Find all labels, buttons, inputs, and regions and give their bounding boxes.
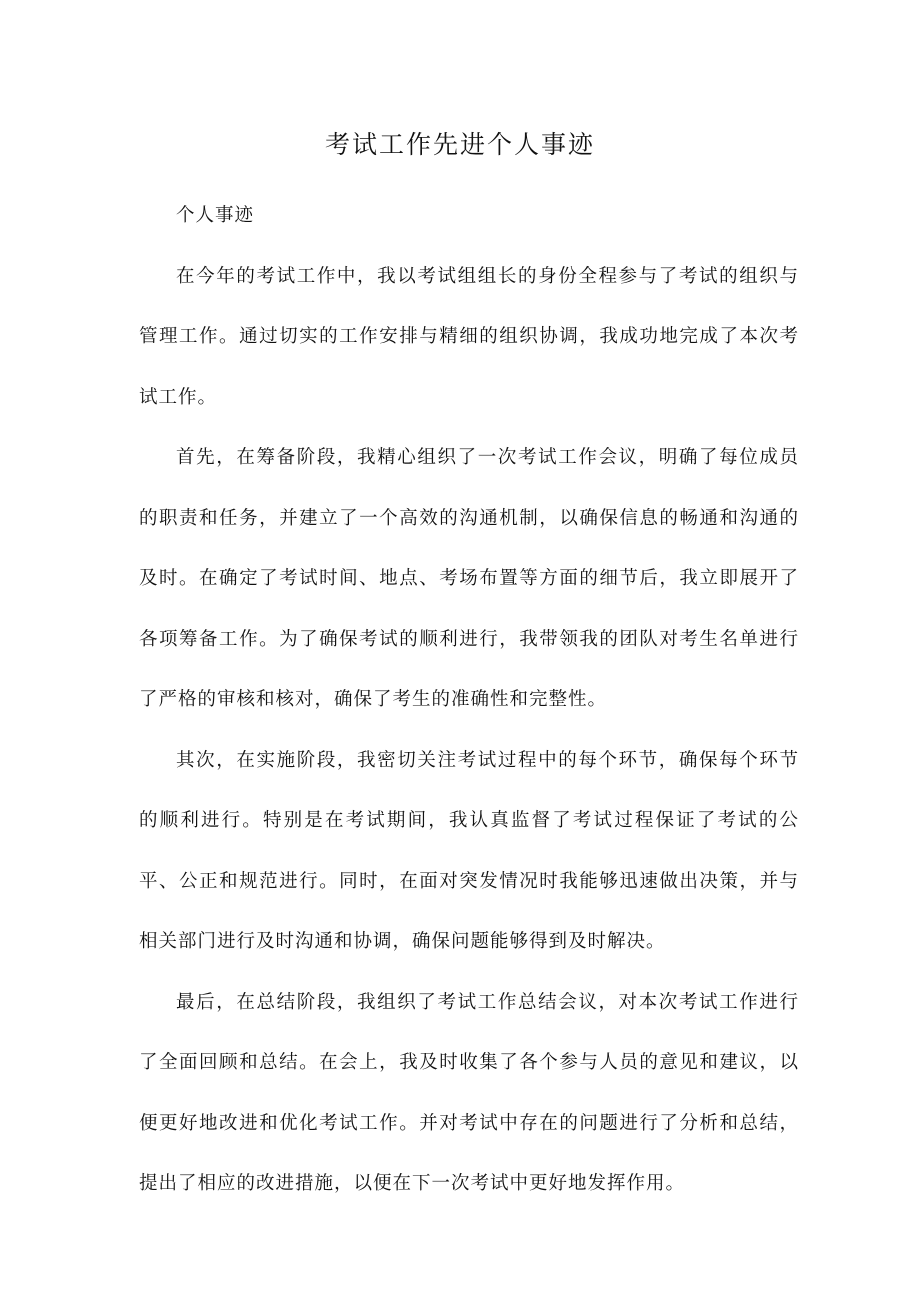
paragraph-preparation: 首先，在筹备阶段，我精心组织了一次考试工作会议，明确了每位成员的职责和任务，并建立了一个高效的沟通机制，以确保信息的畅通和沟通的及时。在确定了考试时间、地点、考场布置等方面的细节后，我立即展开了各项筹备工作。为了确保考试的顺利进行，我带领我的团队对考生名单进行了严格的审核和核对，确保了考生的准确性和完整性。 — [139, 447, 799, 710]
paragraph-summary: 最后，在总结阶段，我组织了考试工作总结会议，对本次考试工作进行了全面回顾和总结。在会上，我及时收集了各个参与人员的意见和建议，以便更好地改进和优化考试工作。并对考试中存在的问题进行了分析和总结，提出了相应的改进措施，以便在下一次考试中更好地发挥作用。 — [139, 991, 799, 1194]
paragraph-intro: 在今年的考试工作中，我以考试组组长的身份全程参与了考试的组织与管理工作。通过切实的工作安排与精细的组织协调，我成功地完成了本次考试工作。 — [139, 265, 799, 408]
document-body — [139, 186, 799, 1215]
section-heading: 个人事迹 — [176, 205, 255, 226]
paragraph-implementation: 其次，在实施阶段，我密切关注考试过程中的每个环节，确保每个环节的顺利进行。特别是在考试期间，我认真监督了考试过程保证了考试的公平、公正和规范进行。同时，在面对突发情况时我能够迅速做出决策，并与相关部门进行及时沟通和协调，确保问题能够得到及时解决。 — [139, 749, 799, 952]
document-title: 考试工作先进个人事迹 — [324, 130, 595, 159]
